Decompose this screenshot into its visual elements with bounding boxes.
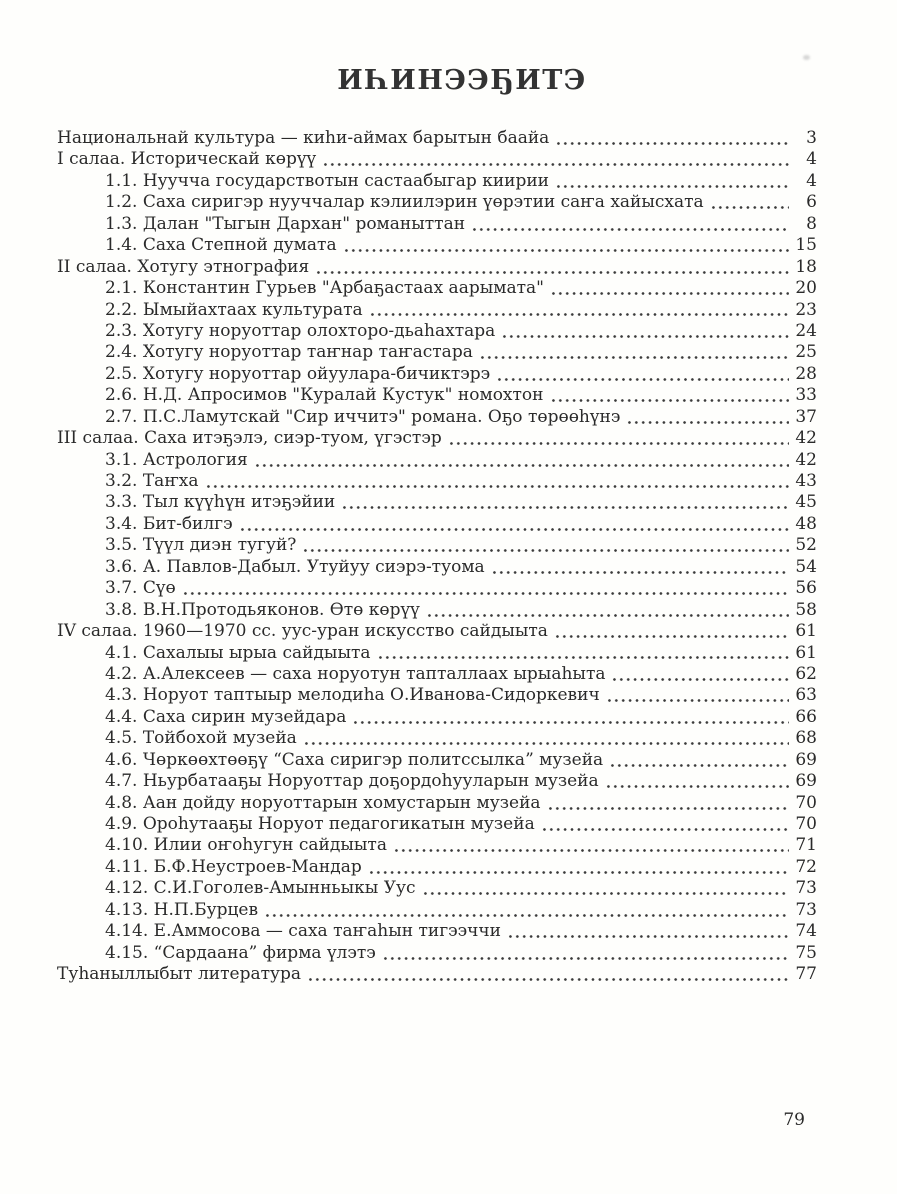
toc-dot-leader [426, 614, 789, 617]
toc-entry-label: 3.1. Астрология [105, 449, 248, 470]
toc-entry-label: IV салаа. 1960—1970 сс. уус-уран искусство сайдыыта [57, 621, 548, 642]
toc-entry [57, 385, 817, 406]
toc-dot-leader [710, 206, 789, 209]
toc-list [57, 128, 817, 986]
toc-dot-leader [422, 892, 789, 895]
toc-dot-leader [605, 785, 789, 788]
toc-dot-leader [382, 957, 789, 960]
toc-entry [57, 964, 817, 985]
toc-entry [57, 342, 817, 363]
toc-dot-leader [550, 292, 789, 295]
toc-dot-leader [554, 635, 789, 638]
toc-entry [57, 878, 817, 899]
toc-entry [57, 728, 817, 749]
toc-entry [57, 921, 817, 942]
toc-dot-leader [393, 849, 789, 852]
toc-entry-page: 69 [795, 771, 817, 792]
toc-entry [57, 192, 817, 213]
toc-entry-page: 25 [795, 342, 817, 363]
toc-entry-label: 2.3. Хотугу норуоттар олохторо-дьаһахтара [105, 320, 496, 341]
toc-entry-page: 37 [795, 406, 817, 427]
toc-dot-leader [479, 356, 789, 359]
toc-dot-leader [303, 742, 789, 745]
toc-entry-label: 3.6. А. Павлов-Дабыл. Утуйуу сиэрэ-туома [105, 556, 485, 577]
toc-entry-page: 63 [795, 685, 817, 706]
toc-entry-page: 23 [795, 299, 817, 320]
toc-dot-leader [352, 721, 789, 724]
toc-entry [57, 835, 817, 856]
toc-dot-leader [501, 335, 789, 338]
toc-entry-page: 69 [795, 749, 817, 770]
toc-entry-page: 42 [795, 428, 817, 449]
toc-entry-label: 1.1. Нуучча государствотын састаабыгар киирии [105, 170, 550, 191]
toc-dot-leader [609, 764, 789, 767]
toc-entry-label: II салаа. Хотугу этнография [57, 256, 310, 277]
toc-entry-page: 3 [806, 128, 817, 148]
toc-dot-leader [254, 464, 789, 467]
toc-entry-label: 3.2. Таҥха [105, 471, 199, 491]
toc-entry [57, 771, 817, 792]
toc-dot-leader [448, 442, 789, 445]
toc-dot-leader [369, 313, 789, 316]
toc-entry-page: 33 [795, 385, 817, 406]
toc-entry [57, 235, 817, 256]
toc-entry-page: 68 [795, 728, 817, 749]
toc-entry [57, 557, 817, 578]
toc-dot-leader [555, 185, 789, 188]
toc-entry [57, 514, 817, 535]
toc-entry [57, 149, 817, 170]
toc-entry-page: 24 [795, 320, 817, 341]
toc-dot-leader [507, 935, 789, 938]
toc-entry [57, 750, 817, 771]
toc-dot-leader [239, 528, 789, 531]
toc-dot-leader [547, 807, 789, 810]
toc-entry [57, 321, 817, 342]
toc-entry-label: 2.5. Хотугу норуоттар ойуулара-бичиктэрэ [105, 363, 491, 384]
toc-entry-page: 45 [795, 492, 817, 513]
toc-entry [57, 428, 817, 449]
toc-entry [57, 943, 817, 964]
toc-dot-leader [491, 571, 789, 574]
toc-entry [57, 364, 817, 385]
toc-entry-page: 70 [795, 792, 817, 813]
toc-entry-label: 4.15. “Сардаана” фирма үлэтэ [105, 942, 376, 963]
toc-entry-page: 18 [795, 256, 817, 277]
toc-entry-page: 62 [795, 663, 817, 684]
toc-entry-page: 56 [795, 578, 817, 599]
toc-entry-page: 73 [795, 878, 817, 899]
toc-entry-label: 1.3. Далан "Тыгын Дархан" романыттан [105, 213, 466, 234]
toc-entry-label: 2.1. Константин Гурьев "Арбаҕастаах аарымата" [105, 278, 544, 299]
page-number: 79 [783, 1110, 805, 1130]
toc-dot-leader [555, 142, 789, 145]
toc-entry-label: 4.11. Б.Ф.Неустроев-Мандар [105, 856, 362, 877]
toc-entry-page: 58 [795, 599, 817, 620]
toc-entry-page: 28 [795, 363, 817, 384]
toc-entry-page: 8 [806, 213, 817, 234]
toc-entry [57, 407, 817, 428]
toc-entry-page: 61 [795, 642, 817, 663]
toc-entry-label: 4.13. Н.П.Бурцев [105, 899, 259, 920]
toc-entry-page: 70 [795, 814, 817, 834]
toc-entry [57, 621, 817, 642]
toc-entry-label: 4.6. Чөркөөхтөөҕү “Саха сиригэр политссылка” музейа [105, 749, 604, 770]
toc-entry-label: 4.12. С.И.Гоголев-Амынньыкы Уус [105, 878, 416, 899]
toc-entry [57, 535, 817, 556]
page-title: ИҺИНЭЭҔИТЭ [337, 65, 587, 96]
toc-dot-leader [307, 978, 789, 981]
toc-entry-label: 4.1. Сахалыы ырыа сайдыыта [105, 642, 371, 663]
toc-entry-page: 74 [795, 921, 817, 942]
toc-entry-label: Национальнай культура — киһи-аймах барытын баайа [57, 128, 550, 148]
toc-entry-page: 66 [795, 706, 817, 727]
toc-entry [57, 492, 817, 513]
toc-entry-label: 2.7. П.С.Ламутскай "Сир иччитэ" романа. Оҕо төрөөһүнэ [105, 406, 621, 427]
toc-entry [57, 171, 817, 192]
toc-dot-leader [264, 914, 789, 917]
toc-entry-label: 4.14. Е.Аммосова — саха таҥаһын тигээччи [105, 921, 501, 942]
toc-entry-page: 71 [795, 835, 817, 856]
toc-entry [57, 793, 817, 814]
toc-dot-leader [302, 549, 789, 552]
toc-entry-page: 52 [795, 535, 817, 556]
toc-dot-leader [182, 592, 789, 595]
toc-entry-label: 1.4. Саха Степной думата [105, 235, 337, 256]
toc-entry-label: III салаа. Саха итэҕэлэ, сиэр-туом, үгэстэр [57, 428, 442, 449]
toc-entry-label: 4.2. А.Алексеев — саха норуотун тапталлаах ырыаһыта [105, 663, 606, 684]
toc-entry-label: 4.4. Саха сирин музейдара [105, 706, 347, 727]
toc-entry [57, 214, 817, 235]
toc-dot-leader [341, 506, 789, 509]
toc-entry-label: 4.10. Илии оҥоһугун сайдыыта [105, 835, 387, 856]
toc-entry-label: 4.3. Норуот таптыыр мелодиһа О.Иванова-Сидоркевич [105, 685, 600, 706]
toc-dot-leader [541, 828, 789, 831]
toc-entry [57, 685, 817, 706]
toc-entry-label: 4.7. Ньурбатааҕы Норуоттар доҕордоһууларын музейа [105, 771, 599, 792]
toc-entry [57, 707, 817, 728]
toc-entry [57, 300, 817, 321]
toc-dot-leader [606, 699, 789, 702]
toc-entry [57, 664, 817, 685]
toc-dot-leader [550, 399, 790, 402]
toc-entry [57, 814, 817, 835]
toc-entry-label: Туһаныллыбыт литература [57, 964, 302, 985]
toc-dot-leader [368, 871, 789, 874]
toc-entry-label: 4.8. Аан дойду норуоттарын хомустарын музейа [105, 792, 541, 813]
toc-entry [57, 857, 817, 878]
toc-entry [57, 600, 817, 621]
toc-entry-page: 54 [795, 556, 817, 577]
toc-dot-leader [322, 163, 789, 166]
toc-entry-label: I салаа. Историческай көрүү [57, 149, 317, 170]
toc-dot-leader [377, 656, 789, 659]
toc-dot-leader [471, 228, 789, 231]
toc-dot-leader [626, 421, 789, 424]
toc-entry-page: 15 [795, 235, 817, 256]
toc-entry-page: 4 [806, 170, 817, 191]
toc-entry [57, 278, 817, 299]
toc-entry [57, 257, 817, 278]
toc-entry-page: 73 [795, 899, 817, 920]
toc-entry [57, 450, 817, 471]
toc-entry-label: 3.8. В.Н.Протодьяконов. Өтө көрүү [105, 599, 420, 620]
toc-entry-page: 61 [795, 621, 817, 642]
toc-entry [57, 128, 817, 149]
toc-entry-page: 48 [795, 513, 817, 534]
toc-entry-label: 2.6. Н.Д. Апросимов "Куралай Кустук" номохтон [105, 385, 544, 406]
toc-dot-leader [611, 678, 789, 681]
toc-entry-label: 4.9. Ороһутааҕы Норуот педагогикатын музейа [105, 814, 535, 834]
toc-entry-page: 42 [795, 449, 817, 470]
toc-entry-label: 3.3. Тыл күүһүн итэҕэйии [105, 492, 336, 513]
toc-dot-leader [205, 485, 789, 488]
toc-entry [57, 900, 817, 921]
scan-speck [803, 55, 810, 60]
toc-entry-label: 3.4. Бит-билгэ [105, 513, 233, 534]
toc-entry-page: 75 [795, 942, 817, 963]
toc-entry-label: 2.4. Хотугу норуоттар таҥнар таҥастара [105, 342, 473, 363]
toc-entry-page: 43 [795, 471, 817, 491]
toc-dot-leader [496, 378, 789, 381]
toc-dot-leader [315, 271, 789, 274]
toc-entry [57, 643, 817, 664]
toc-entry-page: 72 [795, 856, 817, 877]
toc-entry-page: 77 [795, 964, 817, 985]
toc-entry-label: 4.5. Тойбохой музейа [105, 728, 297, 749]
toc-dot-leader [343, 249, 789, 252]
toc-entry-page: 4 [806, 149, 817, 170]
toc-entry-page: 6 [806, 192, 817, 213]
toc-entry-label: 2.2. Ымыйахтаах культурата [105, 299, 363, 320]
toc-entry-label: 3.5. Түүл диэн тугуй? [105, 535, 297, 556]
toc-entry [57, 471, 817, 492]
toc-entry-label: 1.2. Саха сиригэр нууччалар кэлиилэрин үөрэтии саҥа хайысхата [105, 192, 704, 213]
toc-entry [57, 578, 817, 599]
toc-entry-label: 3.7. Сүө [105, 578, 176, 599]
toc-entry-page: 20 [795, 278, 817, 299]
